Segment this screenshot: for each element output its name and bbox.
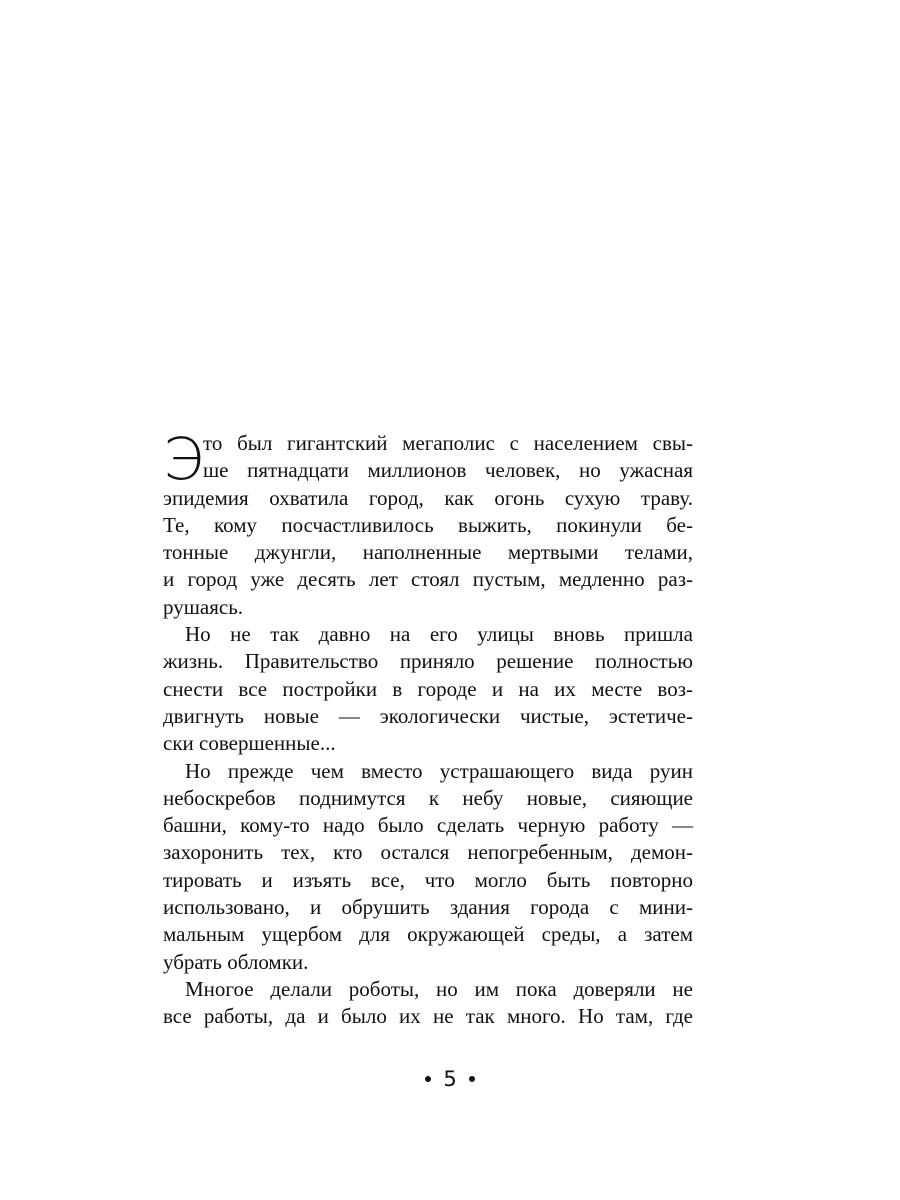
- text-line: Многое делали роботы, но им пока доверяли не: [185, 976, 693, 1001]
- drop-cap: Э: [163, 425, 204, 493]
- page-footer: [0, 1064, 900, 1094]
- paragraph-3: [163, 758, 693, 976]
- text-line: использовано, и обрушить здания города с мини-: [163, 895, 693, 920]
- body-text: [163, 425, 693, 1031]
- text-line: мальным ущербом для окружающей среды, а затем: [163, 922, 693, 947]
- text-line: ше пятнадцати миллионов человек, но ужасная: [203, 458, 693, 483]
- text-line: ски совершенные...: [163, 731, 336, 756]
- text-line: тонные джунгли, наполненные мертвыми телами,: [163, 540, 693, 565]
- paragraph-1: [163, 425, 693, 621]
- text-line: все работы, да и было их не так много. Но там, где: [163, 1004, 693, 1029]
- paragraph-4: [163, 976, 693, 1031]
- bullet-dot-icon: [425, 1076, 431, 1082]
- text-line: захоронить тех, кто остался непогребенным, демон-: [163, 840, 693, 865]
- text-line: снести все постройки в городе и на их месте воз-: [163, 676, 693, 701]
- text-line: Те, кому посчастливилось выжить, покинули бе-: [163, 512, 693, 537]
- text-line: небоскребов поднимутся к небу новые, сияющие: [163, 785, 693, 810]
- text-line: Но прежде чем вместо устрашающего вида руин: [185, 758, 693, 783]
- page-number: 5: [443, 1067, 457, 1091]
- text-line: эпидемия охватила город, как огонь сухую траву.: [163, 485, 693, 510]
- bullet-dot-icon: [469, 1076, 475, 1082]
- text-line: то был гигантский мегаполис с населением свы-: [203, 431, 693, 455]
- text-line: Но не так давно на его улицы вновь пришла: [185, 622, 693, 647]
- text-line: убрать обломки.: [163, 949, 309, 974]
- text-line: башни, кому-то надо было сделать черную работу —: [163, 813, 693, 838]
- text-line: тировать и изъять все, что могло быть повторно: [163, 867, 693, 892]
- text-line: рушаясь.: [163, 594, 244, 619]
- text-line: двигнуть новые — экологически чистые, эстетиче-: [163, 703, 693, 728]
- text-line: и город уже десять лет стоял пустым, медленно раз-: [163, 567, 693, 592]
- paragraph-2: [163, 621, 693, 757]
- text-line: жизнь. Правительство приняло решение полностью: [163, 649, 693, 674]
